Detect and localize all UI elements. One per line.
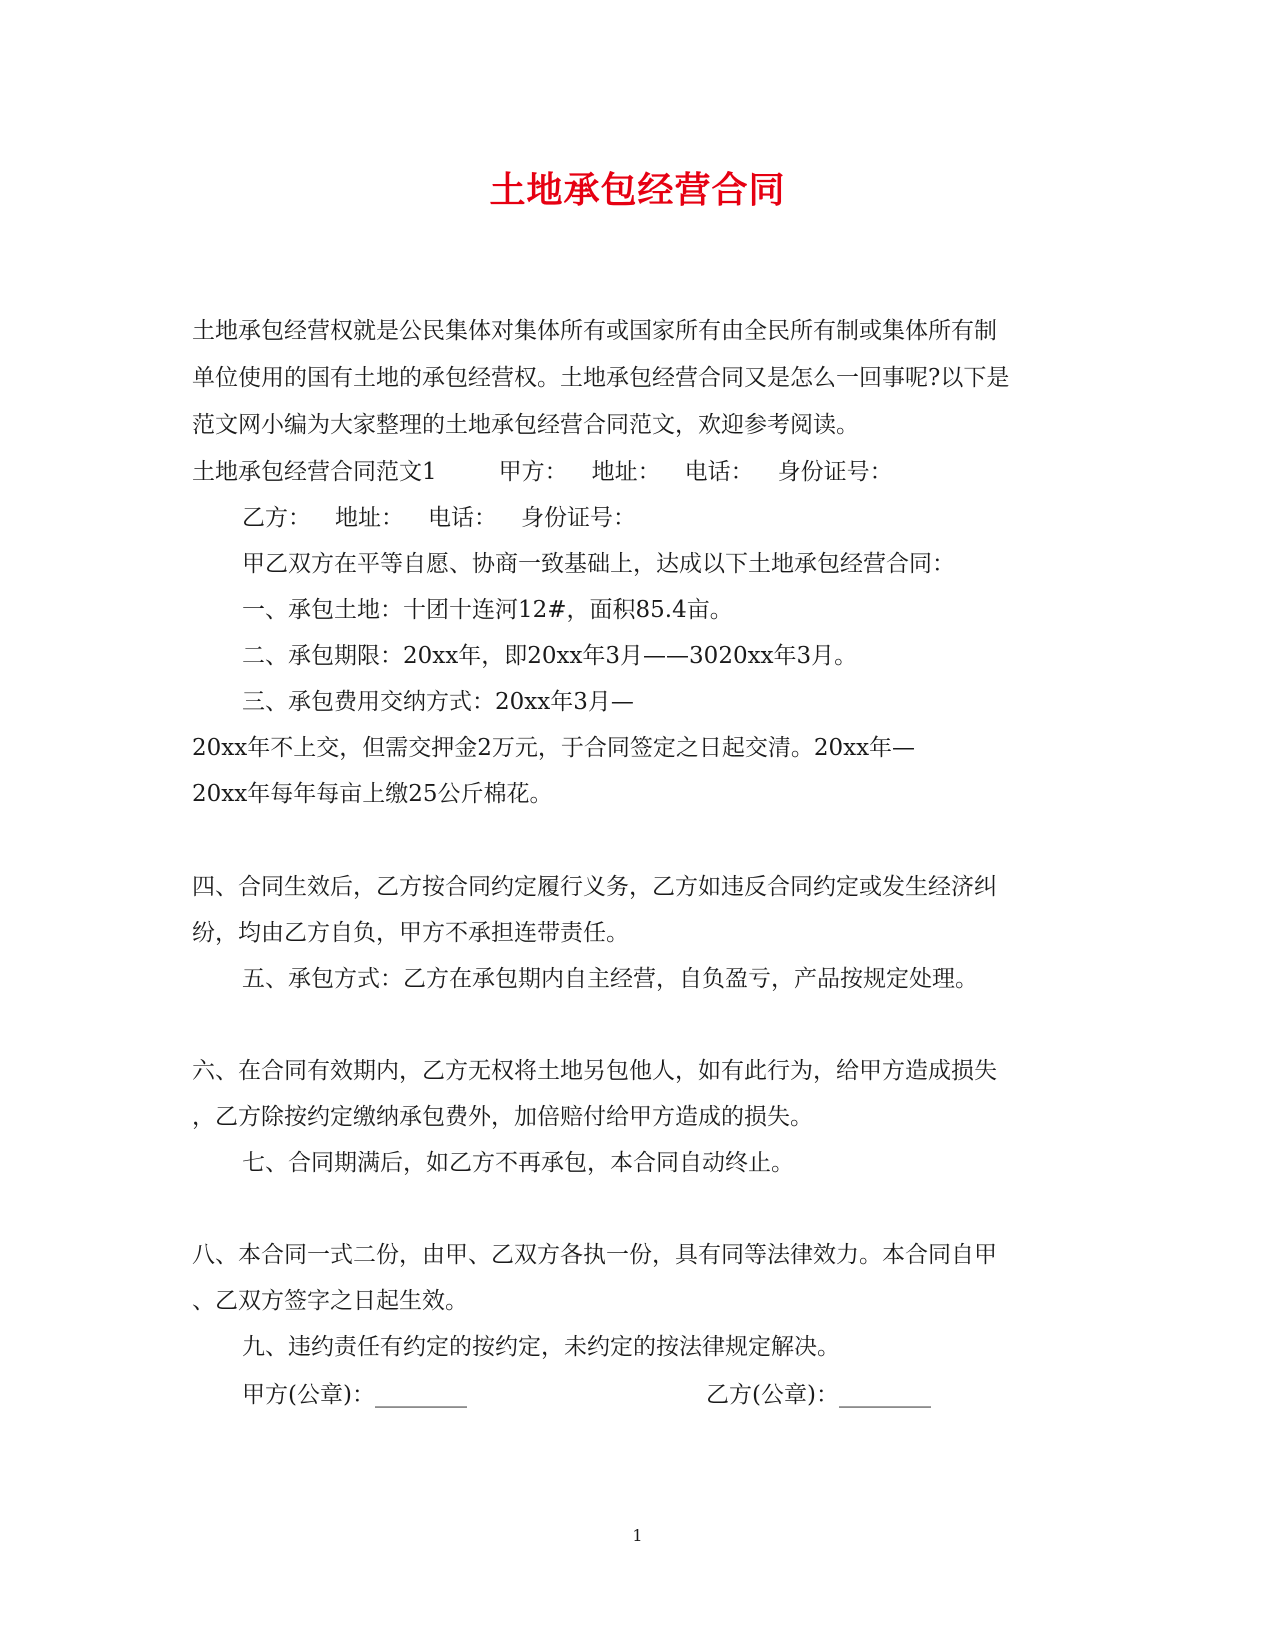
clause-8-line-2: 、乙双方签字之日起生效。 [192,1288,468,1314]
clause-3-line-3: 20xx年每年每亩上缴25公斤棉花。 [192,781,553,807]
clause-7: 七、合同期满后，如乙方不再承包，本合同自动终止。 [242,1150,794,1176]
party-b-id-label: 身份证号： [521,505,636,531]
party-a-id-label: 身份证号： [777,459,893,485]
sample-heading: 土地承包经营合同范文1 [192,459,437,485]
clause-1: 一、承包土地：十团十连河12#，面积85.4亩。 [242,597,733,623]
clause-8-line-1: 八、本合同一式二份，由甲、乙双方各执一份，具有同等法律效力。本合同自甲 [192,1242,997,1268]
clause-9: 九、违约责任有约定的按约定，未约定的按法律规定解决。 [242,1334,840,1360]
intro-line-3: 范文网小编为大家整理的土地承包经营合同范文，欢迎参考阅读。 [192,412,859,438]
clause-6-line-1: 六、在合同有效期内，乙方无权将土地另包他人，如有此行为，给甲方造成损失 [192,1058,997,1084]
party-a-signature: 甲方(公章)：________ [242,1382,467,1408]
party-a-address-label: 地址： [591,459,661,485]
party-b-line [242,503,636,533]
page-number: 1 [632,1526,643,1545]
party-b-phone-label: 电话： [428,505,497,531]
intro-line-1: 土地承包经营权就是公民集体对集体所有或国家所有由全民所有制或集体所有制 [192,318,997,344]
party-a-label: 甲方： [498,459,568,485]
clause-5: 五、承包方式：乙方在承包期内自主经营，自负盈亏，产品按规定处理。 [242,966,978,992]
party-b-address-label: 地址： [335,505,404,531]
party-a-line [192,457,893,487]
intro-line-2: 单位使用的国有土地的承包经营权。土地承包经营合同又是怎么一回事呢?以下是 [192,365,1010,391]
document-title: 土地承包经营合同 [489,169,786,211]
party-a-phone-label: 电话： [684,459,754,485]
clause-6-line-2: ，乙方除按约定缴纳承包费外，加倍赔付给甲方造成的损失。 [192,1104,813,1130]
party-b-label: 乙方： [242,505,311,531]
clause-3-line-1: 三、承包费用交纳方式：20xx年3月— [242,689,634,715]
party-b-signature: 乙方(公章)：________ [706,1382,931,1408]
clause-2: 二、承包期限：20xx年，即20xx年3月——3020xx年3月。 [242,643,858,669]
clause-4-line-1: 四、合同生效后，乙方按合同约定履行义务，乙方如违反合同约定或发生经济纠 [192,874,997,900]
clause-preamble: 甲乙双方在平等自愿、协商一致基础上，达成以下土地承包经营合同： [242,551,955,577]
clause-3-line-2: 20xx年不上交，但需交押金2万元，于合同签定之日起交清。20xx年— [192,735,916,761]
clause-4-line-2: 纷，均由乙方自负，甲方不承担连带责任。 [192,920,629,946]
